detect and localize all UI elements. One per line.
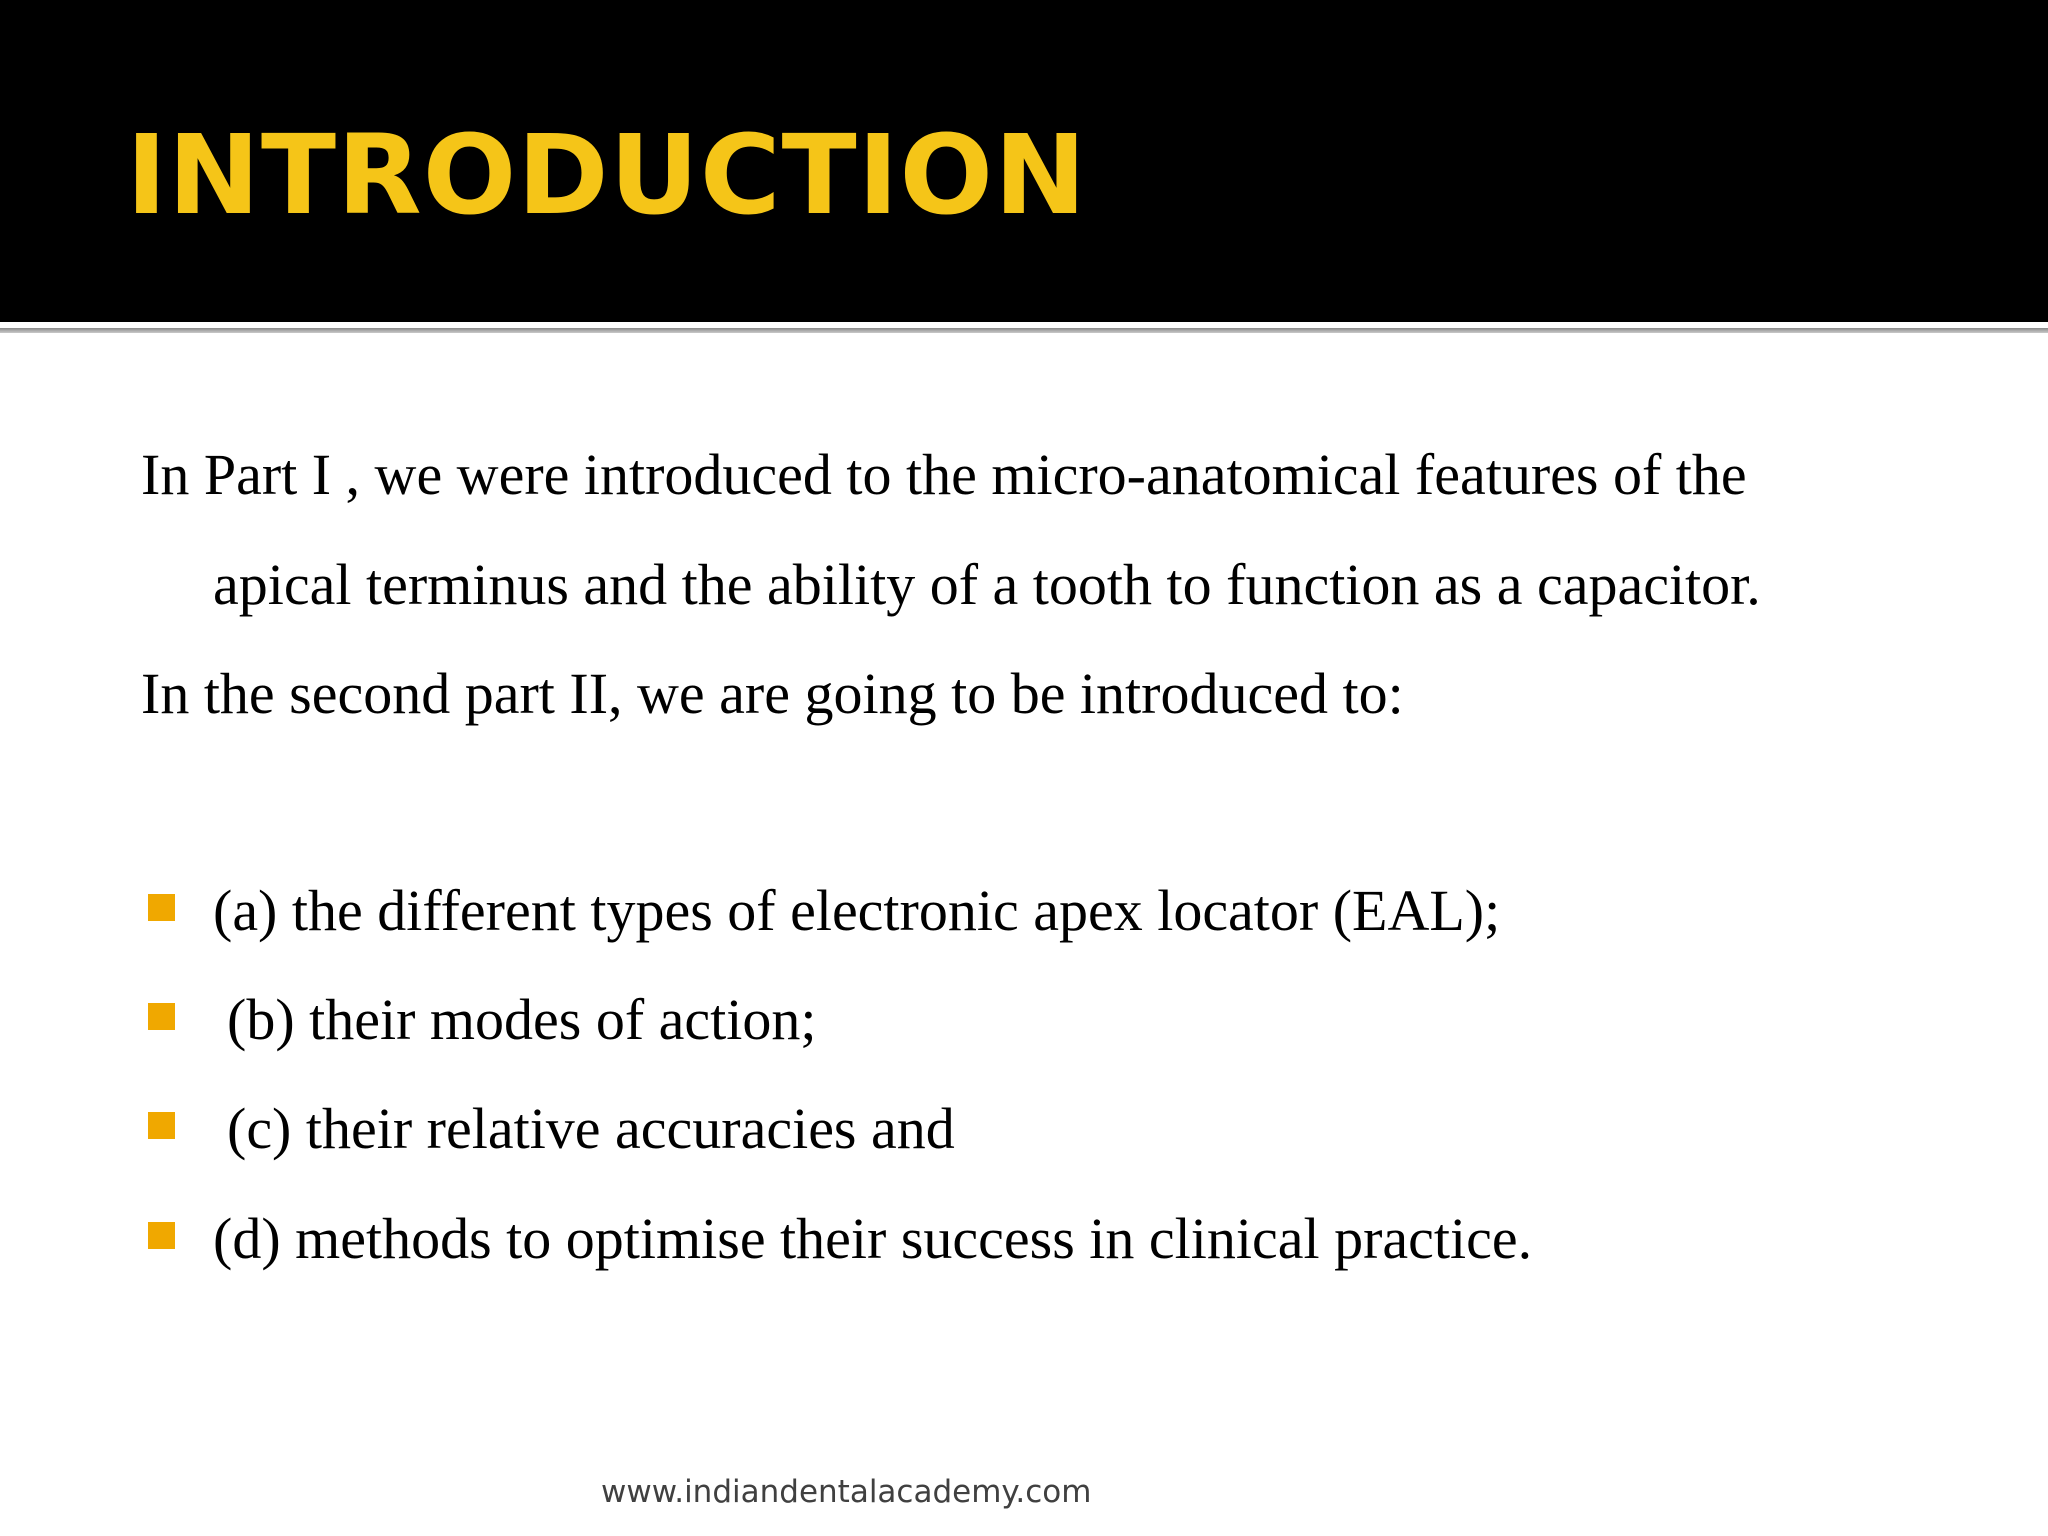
footer-url: www.indiandentalacademy.com [601,1474,1092,1510]
bullet-square-icon [148,894,175,921]
bullet-square-icon [148,1003,175,1030]
title-divider [0,328,2048,333]
paragraph-line: apical terminus and the ability of a tooth to function as a capacitor. [213,552,1761,617]
bullet-text: (a) the different types of electronic apex locator (EAL); [213,878,1501,943]
bullet-text: (c) their relative accuracies and [227,1096,955,1161]
title-band [0,0,2048,322]
paragraph-line: In the second part II, we are going to be introduced to: [141,661,1404,726]
bullet-item [146,985,1946,1055]
bullet-item [146,876,1946,946]
slide-title: INTRODUCTION [126,111,1088,239]
bullet-square-icon [148,1222,175,1249]
bullet-text: (d) methods to optimise their success in clinical practice. [213,1206,1533,1271]
bullet-item [146,1204,1946,1274]
bullet-text: (b) their modes of action; [227,987,817,1052]
bullet-item [146,1094,1946,1164]
paragraph-line: In Part I , we were introduced to the micro-anatomical features of the [141,442,1747,507]
bullet-square-icon [148,1112,175,1139]
